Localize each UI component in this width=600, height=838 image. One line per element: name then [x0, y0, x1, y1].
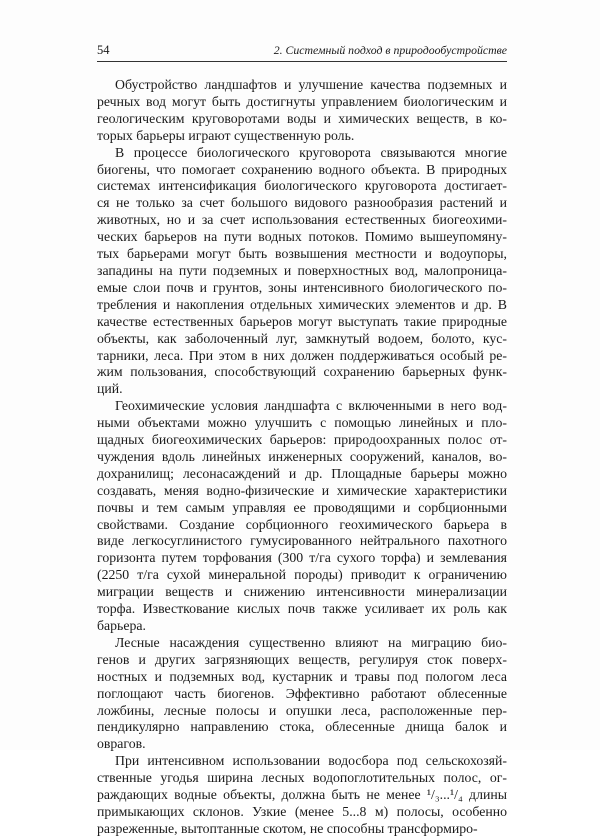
- chapter-title: 2. Системный подход в природообустройстве: [273, 43, 507, 57]
- text-line: генов и других загрязняющих веществ, регулируя сток поверх-: [97, 651, 507, 667]
- text-line: ся не только за счет большого видового разнообразия растений и: [97, 195, 507, 211]
- text-line: ными объектами можно улучшить с помощью линейных и пло-: [97, 415, 507, 431]
- text-line: чуждения вдоль линейных инженерных сооружений, каналов, во-: [97, 448, 507, 464]
- text-line: разреженные, вытоптанные скотом, не способны трансформиро-: [97, 820, 478, 836]
- paragraph: [97, 77, 507, 145]
- text-line: геологическим круговоротами воды и химических веществ, в ко-: [97, 110, 507, 126]
- text-line: качестве естественных барьеров могут выступать такие природные: [97, 313, 507, 329]
- text-line: животных, но и за счет использования естественных биогеохими-: [97, 212, 507, 228]
- text-line: ственные угодья ширина лесных водопоглотительных полос, ог-: [97, 770, 507, 786]
- text-line: объекты, как заболоченный луг, замкнутый водоем, болото, кус-: [97, 330, 507, 346]
- text-line: ций.: [97, 381, 123, 397]
- text-line: миграции веществ и снижению интенсивности минерализации: [97, 584, 507, 600]
- text-line: системах интенсификация биологического круговорота достигает-: [97, 178, 507, 194]
- text-line: Лесные насаждения существенно влияют на миграцию био-: [115, 634, 507, 650]
- text-line: горизонта путем торфования (300 т/га сухого торфа) и землевания: [97, 550, 507, 566]
- text-line: пендикулярно направлению стока, облесенные днища балок и: [97, 719, 507, 735]
- text-line: торфа. Известкование кислых почв также усиливает их роль как: [97, 601, 507, 617]
- text-line: При интенсивном использовании водосбора под сельскохозяй-: [115, 753, 507, 769]
- text-line: барьера.: [97, 618, 146, 633]
- header-rule: [97, 61, 507, 62]
- paragraph: [97, 398, 507, 635]
- text-line: ческих барьеров на пути водных потоков. Помимо вышеупомяну-: [97, 229, 507, 245]
- text-line: Обустройство ландшафтов и улучшение качества подземных и: [115, 77, 507, 92]
- body-text: [97, 77, 507, 838]
- text-line: западины на пути подземных и поверхностных вод, малопроница-: [97, 262, 507, 278]
- running-head: [97, 43, 507, 59]
- text-line: биогены, что помогает сохранению водного объекта. В природных: [97, 161, 507, 177]
- paragraph: [97, 753, 507, 838]
- text-line: виде легкосуглинистого гумусированного нейтрального пахотного: [97, 533, 507, 549]
- text-line: (2250 т/га сухой минеральной породы) приводит к ограничению: [97, 567, 507, 583]
- text-line: торых барьеры играют существенную роль.: [97, 127, 355, 143]
- text-line: Геохимические условия ландшафта с включенными в него вод-: [115, 398, 507, 414]
- text-line: требления и накопления отдельных химических элементов и др. В: [97, 296, 507, 312]
- text-line: щадных биогеохимических барьеров: природоохранных полос от-: [97, 432, 507, 448]
- text-line: емые слои почв и грунтов, зоны интенсивного биологического по-: [97, 279, 507, 295]
- text-line: тарники, леса. При этом в них должен поддерживаться особый ре-: [97, 347, 507, 363]
- text-line: жим пользования, способствующий сохранению барьерных функ-: [97, 364, 507, 380]
- text-line: примыкающих склонов. Узкие (менее 5...8 м) полосы, особенно: [97, 803, 507, 819]
- text-line: речных вод могут быть достигнуты управлением биологическим и: [97, 93, 507, 109]
- text-line: тых барьерами могут быть возвышения местности и водоупоры,: [97, 246, 507, 262]
- text-line: В процессе биологического круговорота связываются многие: [115, 144, 507, 160]
- text-line: дохранилищ; лесонасаждений и др. Площадные барьеры можно: [97, 465, 507, 481]
- paragraph: [97, 635, 507, 753]
- text-line: поглощают часть биогенов. Эффективно работают облесенные: [97, 685, 507, 701]
- page-number: 54: [97, 43, 110, 57]
- text-line: почвы и тем самым управляя ее проводящими и сорбционными: [97, 499, 507, 515]
- paragraph: [97, 145, 507, 399]
- text-line: ностных и подземных вод, кустарник и травы под пологом леса: [97, 668, 507, 684]
- text-line: оврагов.: [97, 736, 146, 752]
- text-line: свойствами. Создание сорбционного геохимического барьера в: [97, 516, 507, 532]
- text-line: создавать, меняя водно-физические и химические характеристики: [97, 482, 507, 498]
- text-line: ложбины, лесные полосы и опушки леса, расположенные пер-: [97, 702, 507, 718]
- text-line: раждающих водные объекты, должна быть не менее ¹/₃...¹/₄ длины: [97, 787, 507, 803]
